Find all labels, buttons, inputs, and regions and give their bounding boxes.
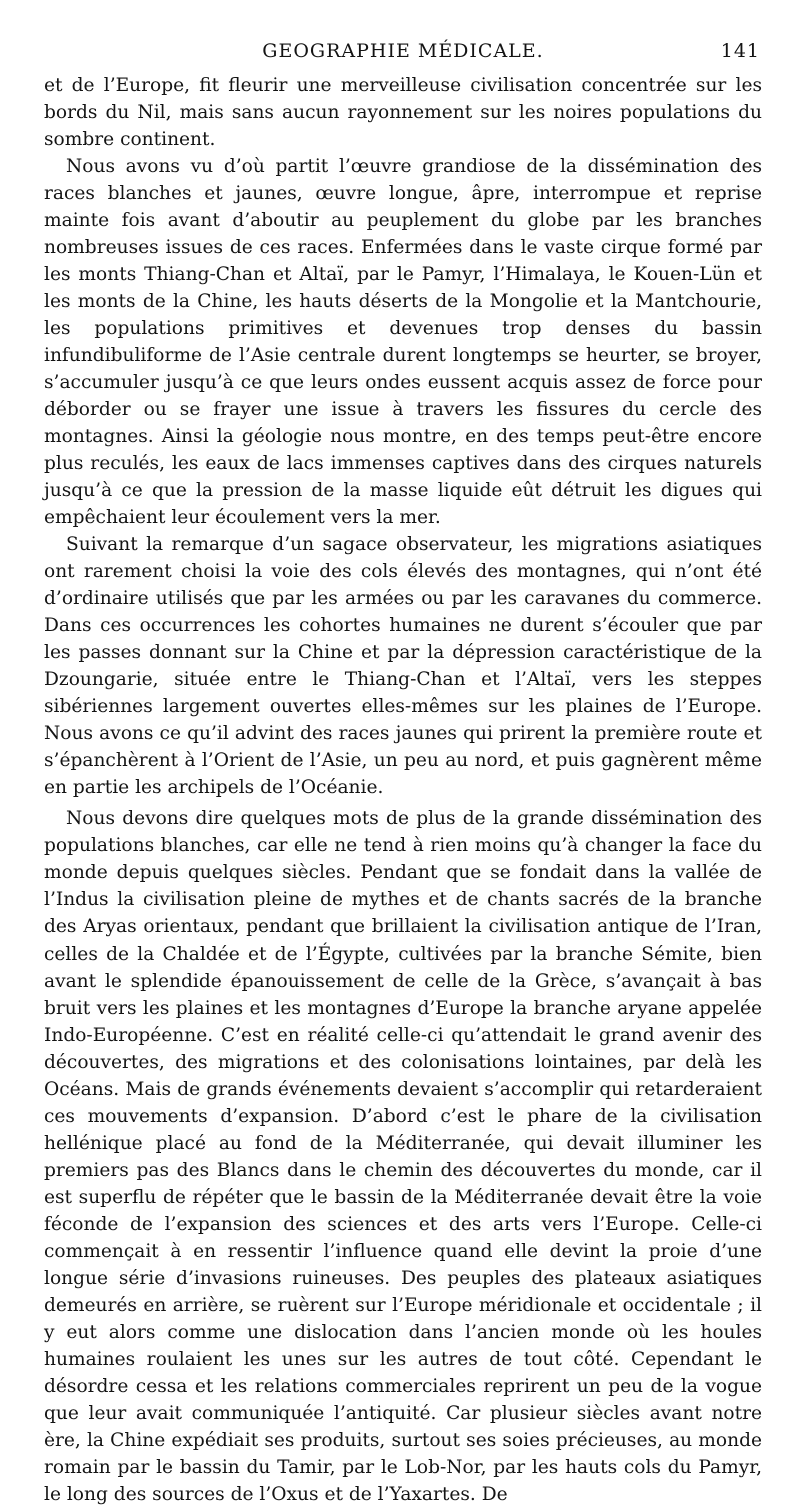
book-page: [44, 30, 762, 1505]
page-number: 141: [720, 40, 760, 62]
paragraph: Nous avons vu d’où partit l’œuvre grandiose de la dissémination des races blanches et jaunes, œuvre longue, âpre, interrompue et reprise mainte fois avant d’aboutir au peuplement du globe par les branches nombreuses issues de ces races. Enfermées dans le vaste cirque formé par les monts Thiang-Chan et Altaï, par le Pamyr, l’Himalaya, le Kouen-Lün et les monts de la Chine, les hauts déserts de la Mongolie et la Mantchourie, les populations primitives et devenues trop denses du bassin infundibuliforme de l’Asie centrale durent longtemps se heurter, se broyer, s’accumuler jusqu’à ce que leurs ondes eussent acquis assez de force pour déborder ou se frayer une issue à travers les fissures du cercle des montagnes. Ainsi la géologie nous montre, en des temps peut-être encore plus reculés, les eaux de lacs immenses captives dans des cirques naturels jusqu’à ce que la pression de la masse liquide eût détruit les digues qui empêchaient leur écoulement vers la mer.: [44, 156, 762, 529]
paragraph: Nous devons dire quelques mots de plus de la grande dissémination des populations blanches, car elle ne tend à rien moins qu’à changer la face du monde depuis quelques siècles. Pendant que se fondait dans la vallée de l’Indus la civilisation pleine de mythes et de chants sacrés de la branche des Aryas orientaux, pendant que brillaient la civilisation antique de l’Iran, celles de la Chaldée et de l’Égypte, cultivées par la branche Sémite, bien avant le splendide épanouissement de celle de la Grèce, s’avançait à bas bruit vers les plaines et les montagnes d’Europe la branche aryane appelée Indo-Européenne. C’est en réalité celle-ci qu’attendait le grand avenir des découvertes, des migrations et des colonisations lointaines, par delà les Océans. Mais de grands événements devaient s’accomplir qui retarderaient ces mouvements d’expansion. D’abord c’est le phare de la civilisation hellénique placé au fond de la Méditerranée, qui devait illuminer les premiers pas des Blancs dans le chemin des découvertes du monde, car il est superflu de répéter que le bassin de la Méditerranée devait être la voie féconde de l’expansion des sciences et des arts vers l’Europe. Celle-ci commençait à en ressentir l’influence quand elle devint la proie d’une longue série d’invasions ruineuses. Des peuples des plateaux asiatiques demeurés en arrière, se ruèrent sur l’Europe méridionale et occidentale ; il y eut alors comme une dislocation dans l’ancien monde où les houles humaines roulaient les unes sur les autres de tout côté. Cependant le désordre cessa et les relations commerciales reprirent un peu de la vogue que leur avait communiquée l’antiquité. Car plusieur siècles avant notre ère, la Chine expédiait ses produits, surtout ses soies précieuses, au monde romain par le bassin du Tamir, par le Lob-Nor, par les hauts cols du Pamyr, le long des sources de l’Oxus et de l’Yaxartes. De: [44, 808, 762, 1505]
running-header: [44, 30, 762, 70]
paragraph: Suivant la remarque d’un sagace observateur, les migrations asiatiques ont rarement choisi la voie des cols élevés des montagnes, qui n’ont été d’ordinaire utilisés que par les armées ou par les caravanes du commerce. Dans ces occurrences les cohortes humaines ne durent s’écouler que par les passes donnant sur la Chine et par la dépression caractéristique de la Dzoungarie, située entre le Thiang-Chan et l’Altaï, vers les steppes sibériennes largement ouvertes elles-mêmes sur les plaines de l’Europe. Nous avons ce qu’il advint des races jaunes qui prirent la première route et s’épanchèrent à l’Orient de l’Asie, un peu au nord, et puis gagnèrent même en partie les archipels de l’Océanie.: [44, 534, 762, 799]
body-text: [44, 72, 762, 1508]
running-title: GEOGRAPHIE MÉDICALE.: [262, 40, 544, 62]
paragraph: et de l’Europe, fit fleurir une merveilleuse civilisation concentrée sur les bords du Nil, mais sans aucun rayonnement sur les noires populations du sombre continent.: [44, 75, 762, 151]
